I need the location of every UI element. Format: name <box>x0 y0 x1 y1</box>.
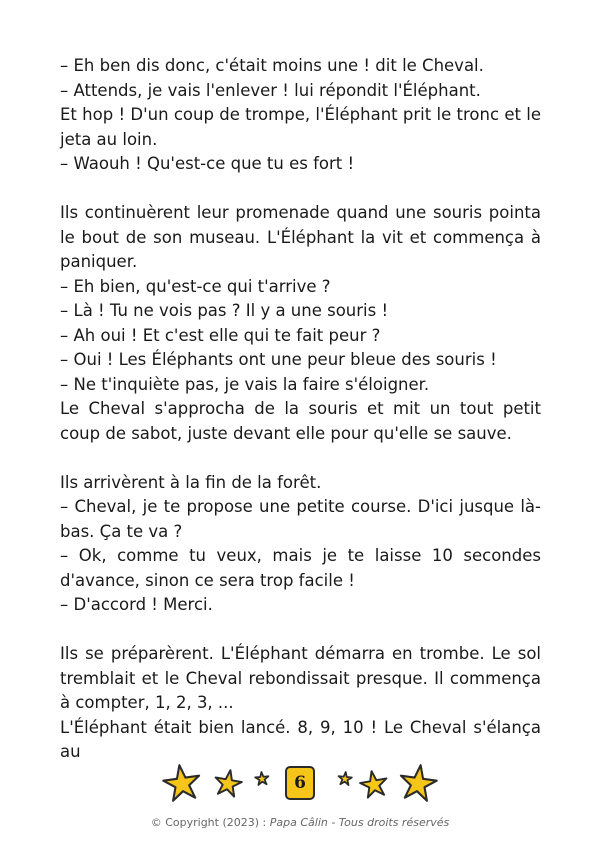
star-icon <box>213 768 244 798</box>
star-icon <box>398 764 439 802</box>
copyright-notice <box>0 816 600 829</box>
dialogue-line: – Cheval, je te propose une petite course. D'ici jusque là-bas. Ça te va ? <box>60 497 541 541</box>
star-icon <box>161 764 202 802</box>
copyright-prefix: © Copyright (2023) : <box>150 816 270 829</box>
dialogue-line: – Ah oui ! Et c'est elle qui te fait peur ? <box>60 325 381 345</box>
star-icon <box>358 769 389 799</box>
dialogue-line: – Ok, comme tu veux, mais je te laisse 10 secondes d'avance, sinon ce sera trop facile ! <box>60 546 541 590</box>
paragraph-gap <box>60 618 541 643</box>
dialogue-line: – Ne t'inquiète pas, je vais la faire s'éloigner. <box>60 374 430 394</box>
copyright-author: Papa Câlin - Tous droits réservés <box>269 816 450 829</box>
dialogue-line: – Eh ben dis donc, c'était moins une ! dit le Cheval. <box>60 56 484 75</box>
dialogue-line: – Là ! Tu ne vois pas ? Il y a une souris ! <box>60 301 389 320</box>
dialogue-line: – D'accord ! Merci. <box>60 595 213 614</box>
narration-line: L'Éléphant était bien lancé. 8, 9, 10 ! Le Cheval s'élança au <box>60 717 541 761</box>
paragraph-gap <box>60 446 541 471</box>
dialogue-line: – Oui ! Les Éléphants ont une peur bleue des souris ! <box>60 350 497 369</box>
narration-line: Ils se préparèrent. L'Éléphant démarra en trombe. Le sol tremblait et le Cheval rebondissait presque. Il commença à compter, 1, 2, 3, ... <box>60 644 541 712</box>
story-text <box>60 54 541 765</box>
dialogue-line: – Attends, je vais l'enlever ! lui répondit l'Éléphant. <box>60 80 481 100</box>
star-icon <box>338 771 353 785</box>
dialogue-line: – Waouh ! Qu'est-ce que tu es fort ! <box>60 154 355 173</box>
narration-line: Ils arrivèrent à la fin de la forêt. <box>60 472 322 492</box>
dialogue-line: – Eh bien, qu'est-ce qui t'arrive ? <box>60 276 331 296</box>
page-footer <box>0 764 600 854</box>
narration-line: Le Cheval s'approcha de la souris et mit un tout petit coup de sabot, juste devant elle pour qu'elle se sauve. <box>60 399 541 443</box>
narration-line: Et hop ! D'un coup de trompe, l'Éléphant prit le tronc et le jeta au loin. <box>60 105 541 149</box>
page-number: 6 <box>285 766 315 800</box>
star-icon <box>255 771 269 785</box>
paragraph-gap <box>60 177 541 202</box>
narration-line: Ils continuèrent leur promenade quand une souris pointa le bout de son museau. L'Éléphant la vit et commença à paniquer. <box>60 203 541 271</box>
